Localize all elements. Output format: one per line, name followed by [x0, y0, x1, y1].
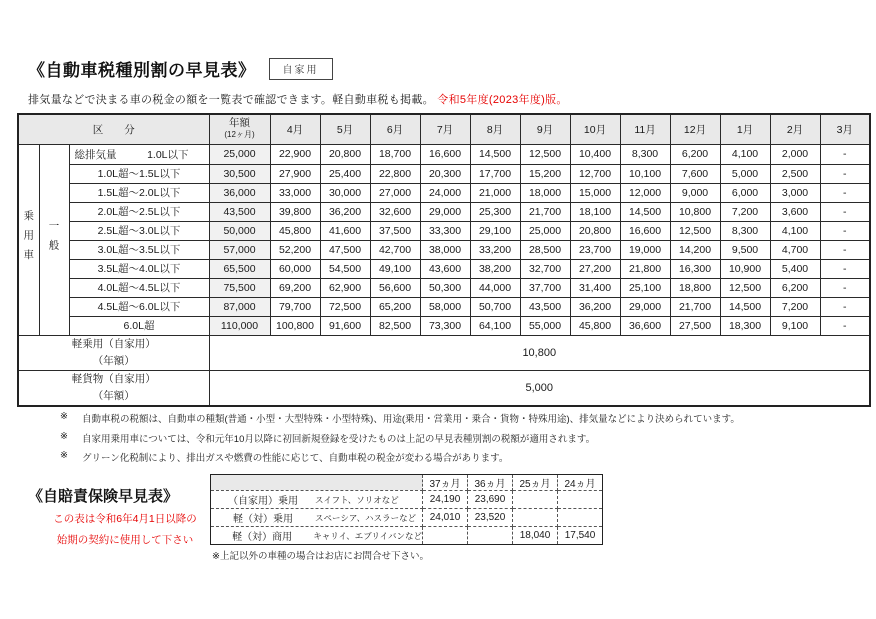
monthly-amount: 8,300: [720, 221, 770, 240]
insurance-row: [211, 509, 603, 527]
insurance-term-header: 25ヵ月: [513, 475, 558, 491]
monthly-amount: 20,300: [420, 164, 470, 183]
monthly-amount: 69,200: [270, 278, 320, 297]
monthly-amount: 9,500: [720, 240, 770, 259]
premium-amount: 17,540: [558, 527, 603, 545]
monthly-amount: 22,800: [370, 164, 420, 183]
insurance-validity-line2: 始期の契約に使用して下さい: [56, 534, 194, 546]
monthly-amount: 58,000: [420, 297, 470, 316]
monthly-amount: 31,400: [570, 278, 620, 297]
monthly-amount: 10,800: [670, 202, 720, 221]
premium-amount: [558, 509, 603, 527]
monthly-amount: -: [820, 278, 870, 297]
monthly-amount: 12,500: [720, 278, 770, 297]
category-group-label: 一般: [39, 144, 69, 335]
tax-table-body: [18, 144, 870, 406]
monthly-amount: -: [820, 240, 870, 259]
kei-vehicle-type: 軽貨物（自家用）: [71, 372, 156, 385]
kei-vehicle-row: [18, 370, 870, 406]
insurance-footnote: ※上記以外の車種の場合はお店にお問合せ下さい。: [212, 551, 429, 562]
premium-amount: 23,690: [468, 491, 513, 509]
monthly-amount: 36,200: [570, 297, 620, 316]
monthly-amount: 21,700: [520, 202, 570, 221]
insurance-class: [211, 509, 422, 526]
note-marker: ※: [60, 430, 68, 442]
annual-amount: 43,500: [209, 202, 270, 221]
monthly-amount: 25,300: [470, 202, 520, 221]
displacement-label: 1.5L超～2.0L以下: [69, 183, 209, 202]
monthly-amount: 8,300: [620, 144, 670, 164]
monthly-amount: 27,000: [370, 183, 420, 202]
monthly-amount: 44,000: [470, 278, 520, 297]
month-header: 4月: [270, 114, 320, 144]
month-header: 9月: [520, 114, 570, 144]
insurance-vehicle-examples: キャリイ、エブリイバンなど: [313, 530, 422, 541]
vehicle-group-label: 乗用車: [18, 144, 39, 335]
monthly-amount: 20,800: [570, 221, 620, 240]
monthly-amount: 37,500: [370, 221, 420, 240]
monthly-amount: 5,400: [770, 259, 820, 278]
annual-amount: 25,000: [209, 144, 270, 164]
monthly-amount: 4,100: [720, 144, 770, 164]
monthly-amount: 47,500: [320, 240, 370, 259]
monthly-amount: 28,500: [520, 240, 570, 259]
monthly-amount: 33,200: [470, 240, 520, 259]
displacement-label: 2.0L超～2.5L以下: [69, 202, 209, 221]
monthly-amount: -: [820, 297, 870, 316]
displacement-label: [72, 145, 207, 164]
note-text: グリーン化税制により、排出ガスや燃費の性能に応じて、自動車税の税金が変わる場合があります。: [82, 453, 509, 464]
annual-amount: 50,000: [209, 221, 270, 240]
monthly-amount: 10,900: [720, 259, 770, 278]
monthly-amount: 14,200: [670, 240, 720, 259]
insurance-header-row: [211, 475, 603, 491]
kei-annual-amount: 5,000: [209, 370, 870, 406]
monthly-amount: 37,700: [520, 278, 570, 297]
monthly-amount: 56,600: [370, 278, 420, 297]
monthly-amount: 7,600: [670, 164, 720, 183]
premium-amount: 18,040: [513, 527, 558, 545]
monthly-amount: 9,100: [770, 316, 820, 335]
tax-table-row: [18, 183, 870, 202]
premium-amount: 24,190: [423, 491, 468, 509]
vehicle-tax-table: [17, 113, 871, 407]
monthly-amount: 38,000: [420, 240, 470, 259]
kei-vehicle-label: [18, 370, 209, 406]
monthly-amount: 16,600: [420, 144, 470, 164]
monthly-amount: 55,000: [520, 316, 570, 335]
insurance-row: [211, 527, 603, 545]
monthly-amount: 27,900: [270, 164, 320, 183]
note-marker: ※: [60, 411, 68, 422]
fiscal-year-label: 令和5年度(2023年度)版。: [437, 94, 568, 106]
kei-vehicle-label: [18, 335, 209, 370]
monthly-amount: 18,800: [670, 278, 720, 297]
monthly-amount: 65,200: [370, 297, 420, 316]
monthly-amount: 18,300: [720, 316, 770, 335]
monthly-amount: 17,700: [470, 164, 520, 183]
monthly-amount: 3,600: [770, 202, 820, 221]
monthly-amount: 30,000: [320, 183, 370, 202]
monthly-amount: 29,100: [470, 221, 520, 240]
monthly-amount: 43,500: [520, 297, 570, 316]
monthly-amount: 27,500: [670, 316, 720, 335]
monthly-amount: 12,500: [670, 221, 720, 240]
insurance-term-header: 36ヵ月: [468, 475, 513, 491]
monthly-amount: 38,200: [470, 259, 520, 278]
monthly-amount: 27,200: [570, 259, 620, 278]
displacement-label: 4.0L超～4.5L以下: [69, 278, 209, 297]
monthly-amount: 18,100: [570, 202, 620, 221]
monthly-amount: -: [820, 202, 870, 221]
monthly-amount: 7,200: [720, 202, 770, 221]
displacement-prefix: 総排気量: [74, 148, 117, 161]
insurance-class-cell: [211, 491, 423, 509]
month-header: 10月: [570, 114, 620, 144]
monthly-amount: 2,500: [770, 164, 820, 183]
kei-vehicle-type: 軽乗用（自家用）: [71, 337, 156, 350]
monthly-amount: 73,300: [420, 316, 470, 335]
tax-table-row: [18, 164, 870, 183]
insurance-vehicle-examples: スペーシア、ハスラーなど: [315, 512, 417, 523]
insurance-term-header: 37ヵ月: [423, 475, 468, 491]
premium-amount: 24,010: [423, 509, 468, 527]
insurance-table: [210, 474, 603, 545]
tax-table-row: [18, 221, 870, 240]
subtitle: [28, 91, 568, 107]
monthly-amount: -: [820, 259, 870, 278]
monthly-amount: 12,500: [520, 144, 570, 164]
monthly-amount: 39,800: [270, 202, 320, 221]
insurance-row: [211, 491, 603, 509]
monthly-amount: 33,000: [270, 183, 320, 202]
kei-vehicle-period: （年額）: [92, 354, 135, 367]
note-line: [60, 411, 740, 431]
annual-amount: 110,000: [209, 316, 270, 335]
monthly-amount: 6,200: [770, 278, 820, 297]
tax-table-row: [18, 202, 870, 221]
premium-amount: 23,520: [468, 509, 513, 527]
monthly-amount: 18,000: [520, 183, 570, 202]
month-header: 12月: [670, 114, 720, 144]
annual-amount: 65,500: [209, 259, 270, 278]
monthly-amount: 3,000: [770, 183, 820, 202]
displacement-label: 2.5L超～3.0L以下: [69, 221, 209, 240]
monthly-amount: 15,200: [520, 164, 570, 183]
month-header: 5月: [320, 114, 370, 144]
kei-vehicle-row: [18, 335, 870, 370]
annual-amount: 57,000: [209, 240, 270, 259]
monthly-amount: 14,500: [620, 202, 670, 221]
monthly-amount: 50,700: [470, 297, 520, 316]
tax-table-row: [18, 259, 870, 278]
monthly-amount: 16,300: [670, 259, 720, 278]
monthly-amount: -: [820, 144, 870, 164]
monthly-amount: 16,600: [620, 221, 670, 240]
note-text: 自動車税の税額は、自動車の種類(普通・小型・大型特殊・小型特殊)、用途(乗用・営業用・乗合・貨物・特殊用途)、排気量などにより決められています。: [82, 414, 740, 425]
tax-table-row: [18, 144, 870, 164]
displacement-label: 3.5L超～4.0L以下: [69, 259, 209, 278]
monthly-amount: 18,700: [370, 144, 420, 164]
monthly-amount: 52,200: [270, 240, 320, 259]
monthly-amount: 23,700: [570, 240, 620, 259]
tax-table-row: [18, 297, 870, 316]
month-header: 3月: [820, 114, 870, 144]
monthly-amount: -: [820, 316, 870, 335]
note-marker: ※: [60, 450, 68, 461]
monthly-amount: 45,800: [570, 316, 620, 335]
monthly-amount: 25,100: [620, 278, 670, 297]
note-line: [60, 431, 740, 451]
monthly-amount: 79,700: [270, 297, 320, 316]
subtitle-text: 排気量などで決まる車の税金の額を一覧表で確認できます。軽自動車税も掲載。: [28, 94, 434, 106]
monthly-amount: 12,700: [570, 164, 620, 183]
monthly-amount: 14,500: [470, 144, 520, 164]
monthly-amount: 91,600: [320, 316, 370, 335]
monthly-amount: 36,200: [320, 202, 370, 221]
monthly-amount: 45,800: [270, 221, 320, 240]
monthly-amount: 22,900: [270, 144, 320, 164]
insurance-validity-note: [30, 509, 220, 551]
annual-amount: 30,500: [209, 164, 270, 183]
notes-block: [60, 411, 740, 470]
monthly-amount: 82,500: [370, 316, 420, 335]
month-header: 7月: [420, 114, 470, 144]
annual-amount: 87,000: [209, 297, 270, 316]
page-title: 《自動車税種別割の早見表》: [28, 61, 256, 80]
kubun-header: 区 分: [18, 114, 209, 144]
private-use-badge: 自家用: [269, 58, 333, 80]
insurance-vehicle-examples: スイフト、ソリオなど: [315, 494, 399, 505]
monthly-amount: 25,000: [520, 221, 570, 240]
monthly-amount: 19,000: [620, 240, 670, 259]
annual-amount: 36,000: [209, 183, 270, 202]
annual-header-main: 年額: [229, 117, 251, 130]
insurance-class-cell: [211, 527, 423, 545]
month-header: 8月: [470, 114, 520, 144]
monthly-amount: 2,000: [770, 144, 820, 164]
monthly-amount: 6,000: [720, 183, 770, 202]
monthly-amount: 62,900: [320, 278, 370, 297]
displacement-label: 3.0L超～3.5L以下: [69, 240, 209, 259]
monthly-amount: 10,100: [620, 164, 670, 183]
monthly-amount: 49,100: [370, 259, 420, 278]
month-header: 11月: [620, 114, 670, 144]
month-header: 2月: [770, 114, 820, 144]
monthly-amount: -: [820, 164, 870, 183]
insurance-title: 《自賠責保険早見表》: [28, 488, 179, 505]
monthly-amount: 7,200: [770, 297, 820, 316]
monthly-amount: 43,600: [420, 259, 470, 278]
title-row: [28, 56, 333, 81]
insurance-class-cell: [211, 509, 423, 527]
monthly-amount: 21,700: [670, 297, 720, 316]
displacement-range: 1.0L以下: [147, 148, 189, 161]
insurance-corner-cell: [211, 475, 423, 491]
month-header: 6月: [370, 114, 420, 144]
monthly-amount: 24,000: [420, 183, 470, 202]
premium-amount: [513, 509, 558, 527]
monthly-amount: 10,400: [570, 144, 620, 164]
monthly-amount: 32,700: [520, 259, 570, 278]
monthly-amount: 72,500: [320, 297, 370, 316]
insurance-vehicle-class: 軽（対）乗用: [233, 514, 293, 525]
displacement-label: 1.0L超～1.5L以下: [69, 164, 209, 183]
monthly-amount: 21,800: [620, 259, 670, 278]
monthly-amount: 12,000: [620, 183, 670, 202]
premium-amount: [468, 527, 513, 545]
displacement-label: 4.5L超～6.0L以下: [69, 297, 209, 316]
monthly-amount: 41,600: [320, 221, 370, 240]
insurance-vehicle-class: （自家用）乗用: [228, 496, 298, 507]
monthly-amount: 29,000: [420, 202, 470, 221]
monthly-amount: -: [820, 183, 870, 202]
monthly-amount: 29,000: [620, 297, 670, 316]
annual-header-sub: (12ヶ月): [224, 130, 255, 140]
monthly-amount: 4,700: [770, 240, 820, 259]
monthly-amount: 9,000: [670, 183, 720, 202]
monthly-amount: 25,400: [320, 164, 370, 183]
monthly-amount: 21,000: [470, 183, 520, 202]
insurance-term-header: 24ヵ月: [558, 475, 603, 491]
tax-table-row: [18, 316, 870, 335]
note-text: 自家用乗用車については、令和元年10月以降に初回新規登録を受けたものは上記の早見表種別割の税額が適用されます。: [82, 433, 596, 445]
kei-annual-amount: 10,800: [209, 335, 870, 370]
premium-amount: [423, 527, 468, 545]
premium-amount: [513, 491, 558, 509]
insurance-class: [211, 527, 422, 544]
displacement-label-cell: [69, 144, 209, 164]
monthly-amount: 5,000: [720, 164, 770, 183]
kei-vehicle-period: （年額）: [92, 389, 135, 402]
monthly-amount: 42,700: [370, 240, 420, 259]
note-line: [60, 450, 740, 470]
annual-header: [209, 114, 270, 144]
insurance-table-body: [211, 491, 603, 545]
monthly-amount: 100,800: [270, 316, 320, 335]
monthly-amount: -: [820, 221, 870, 240]
tax-table-row: [18, 278, 870, 297]
monthly-amount: 20,800: [320, 144, 370, 164]
monthly-amount: 6,200: [670, 144, 720, 164]
monthly-amount: 54,500: [320, 259, 370, 278]
insurance-validity-line1: この表は令和6年4月1日以降の: [53, 513, 197, 525]
displacement-label: 6.0L超: [69, 316, 209, 335]
insurance-vehicle-class: 軽（対）商用: [232, 532, 293, 543]
annual-amount: 75,500: [209, 278, 270, 297]
tax-table-header-row: [18, 114, 870, 144]
monthly-amount: 14,500: [720, 297, 770, 316]
monthly-amount: 60,000: [270, 259, 320, 278]
tax-table-row: [18, 240, 870, 259]
monthly-amount: 64,100: [470, 316, 520, 335]
monthly-amount: 4,100: [770, 221, 820, 240]
insurance-class: [211, 491, 422, 508]
month-header: 1月: [720, 114, 770, 144]
premium-amount: [558, 491, 603, 509]
monthly-amount: 32,600: [370, 202, 420, 221]
monthly-amount: 50,300: [420, 278, 470, 297]
monthly-amount: 15,000: [570, 183, 620, 202]
monthly-amount: 36,600: [620, 316, 670, 335]
monthly-amount: 33,300: [420, 221, 470, 240]
